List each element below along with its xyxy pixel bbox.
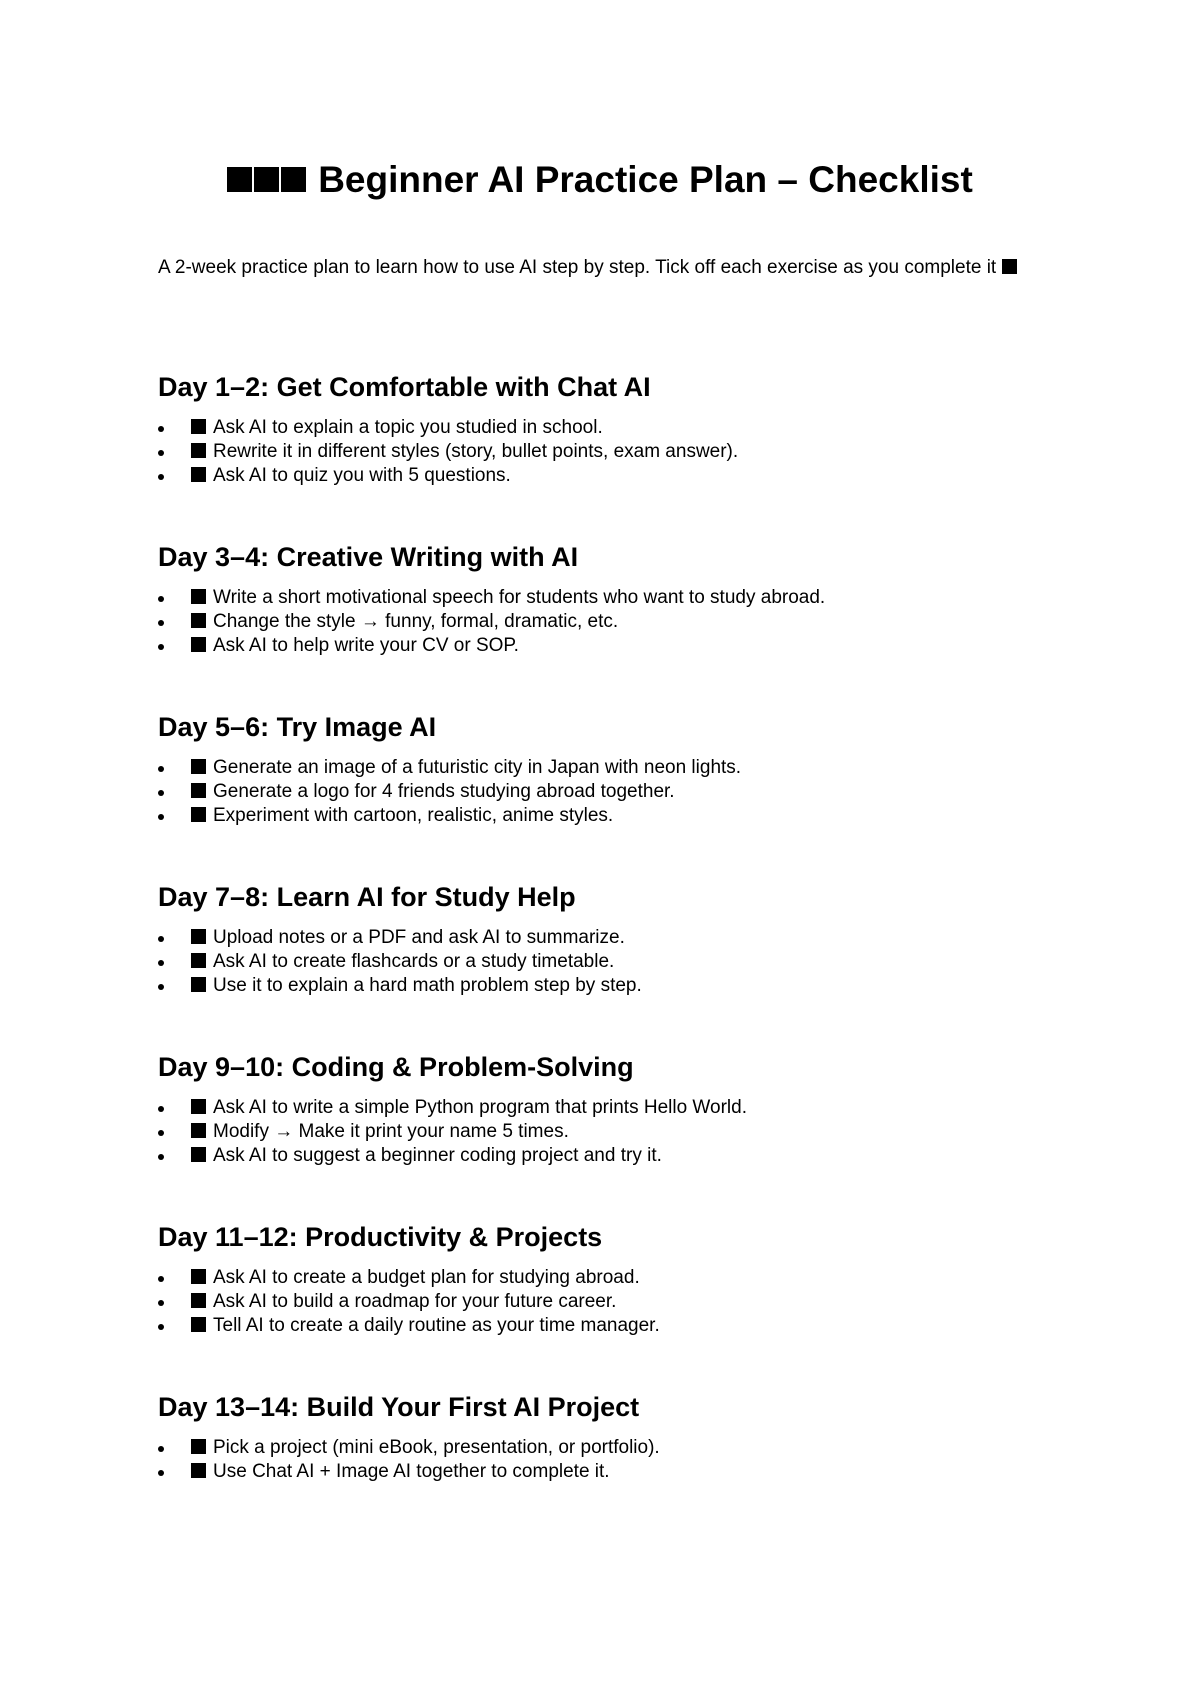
section-heading: Day 7–8: Learn AI for Study Help (158, 882, 576, 912)
bullet-icon (158, 450, 164, 456)
checklist-item (158, 1120, 1058, 1144)
checkbox-icon (191, 419, 206, 434)
title-box-glyphs (227, 159, 308, 200)
checkbox-icon (191, 977, 206, 992)
checklist-item (158, 416, 1058, 440)
document-title (0, 156, 1200, 204)
checklist-item (158, 926, 1058, 950)
box-glyph-icon (254, 167, 279, 192)
section-day-1-2 (158, 370, 1058, 488)
checklist-item (158, 440, 1058, 464)
section-day-7-8 (158, 880, 1058, 998)
bullet-icon (158, 620, 164, 626)
box-glyph-icon (1002, 259, 1017, 274)
section-day-5-6 (158, 710, 1058, 828)
checklist (158, 586, 1058, 658)
checkbox-icon (191, 613, 206, 628)
checklist (158, 756, 1058, 828)
checkbox-icon (191, 589, 206, 604)
intro-text: A 2-week practice plan to learn how to use AI step by step. Tick off each exercise as you complete it (158, 257, 997, 278)
checklist-item-text: Ask AI to create a budget plan for studying abroad. (213, 1267, 640, 1288)
bullet-icon (158, 766, 164, 772)
checklist-item (158, 1314, 1058, 1338)
checklist-item (158, 756, 1058, 780)
checklist-item-text: Use Chat AI + Image AI together to complete it. (213, 1461, 610, 1482)
checkbox-icon (191, 1439, 206, 1454)
section-heading: Day 1–2: Get Comfortable with Chat AI (158, 372, 651, 402)
checkbox-icon (191, 443, 206, 458)
checklist-item-text: Ask AI to quiz you with 5 questions. (213, 465, 511, 486)
checklist-item (158, 804, 1058, 828)
checklist-item-text: Use it to explain a hard math problem step by step. (213, 975, 642, 996)
checklist (158, 1266, 1058, 1338)
checklist (158, 416, 1058, 488)
bullet-icon (158, 426, 164, 432)
checklist-item-text: Tell AI to create a daily routine as your time manager. (213, 1315, 660, 1336)
checklist-item (158, 1096, 1058, 1120)
section-heading: Day 5–6: Try Image AI (158, 712, 437, 742)
checkbox-icon (191, 759, 206, 774)
checklist-item (158, 1144, 1058, 1168)
document-title-text: Beginner AI Practice Plan – Checklist (318, 159, 973, 200)
checklist-item (158, 1290, 1058, 1314)
bullet-icon (158, 1130, 164, 1136)
bullet-icon (158, 1276, 164, 1282)
checkbox-icon (191, 929, 206, 944)
checkbox-icon (191, 1123, 206, 1138)
checklist-item (158, 1436, 1058, 1460)
checklist-item (158, 610, 1058, 634)
box-glyph-icon (227, 167, 252, 192)
checklist-item-text: Write a short motivational speech for students who want to study abroad. (213, 587, 826, 608)
bullet-icon (158, 790, 164, 796)
checkbox-icon (191, 783, 206, 798)
intro-paragraph (158, 256, 1058, 280)
section-heading: Day 13–14: Build Your First AI Project (158, 1392, 640, 1422)
bullet-icon (158, 960, 164, 966)
section-day-13-14 (158, 1390, 1058, 1484)
checklist-item-text: Rewrite it in different styles (story, bullet points, exam answer). (213, 441, 739, 462)
section-day-11-12 (158, 1220, 1058, 1338)
checkbox-icon (191, 1293, 206, 1308)
bullet-icon (158, 1154, 164, 1160)
bullet-icon (158, 1324, 164, 1330)
checklist (158, 1096, 1058, 1168)
checklist-item-text: Experiment with cartoon, realistic, anime styles. (213, 805, 614, 826)
checklist-item-text: Generate a logo for 4 friends studying abroad together. (213, 781, 675, 802)
checklist-item (158, 780, 1058, 804)
box-glyph-icon (281, 167, 306, 192)
checklist (158, 926, 1058, 998)
bullet-icon (158, 1300, 164, 1306)
checkbox-icon (191, 1269, 206, 1284)
checkbox-icon (191, 1317, 206, 1332)
section-heading: Day 9–10: Coding & Problem-Solving (158, 1052, 634, 1082)
bullet-icon (158, 936, 164, 942)
bullet-icon (158, 644, 164, 650)
bullet-icon (158, 596, 164, 602)
section-heading: Day 11–12: Productivity & Projects (158, 1222, 603, 1252)
bullet-icon (158, 984, 164, 990)
checklist-item (158, 950, 1058, 974)
checkbox-icon (191, 637, 206, 652)
bullet-icon (158, 814, 164, 820)
checklist-item-text: Modify → Make it print your name 5 times. (213, 1121, 569, 1142)
bullet-icon (158, 1470, 164, 1476)
checklist-item-text: Ask AI to suggest a beginner coding project and try it. (213, 1145, 662, 1166)
bullet-icon (158, 1446, 164, 1452)
checklist-item-text: Ask AI to create flashcards or a study timetable. (213, 951, 615, 972)
checklist-item (158, 586, 1058, 610)
section-day-9-10 (158, 1050, 1058, 1168)
checklist-item (158, 464, 1058, 488)
checklist-item-text: Ask AI to build a roadmap for your future career. (213, 1291, 617, 1312)
checkbox-icon (191, 467, 206, 482)
checkbox-icon (191, 1463, 206, 1478)
checklist-item-text: Ask AI to help write your CV or SOP. (213, 635, 519, 656)
checkbox-icon (191, 1147, 206, 1162)
checkbox-icon (191, 807, 206, 822)
checklist-item-text: Generate an image of a futuristic city in Japan with neon lights. (213, 757, 742, 778)
checklist-item-text: Change the style → funny, formal, dramatic, etc. (213, 611, 619, 632)
checklist-item (158, 634, 1058, 658)
bullet-icon (158, 474, 164, 480)
checklist-item-text: Upload notes or a PDF and ask AI to summarize. (213, 927, 625, 948)
checkbox-icon (191, 1099, 206, 1114)
checkbox-icon (191, 953, 206, 968)
checklist-item-text: Ask AI to write a simple Python program that prints Hello World. (213, 1097, 747, 1118)
checklist-item (158, 974, 1058, 998)
checklist (158, 1436, 1058, 1484)
bullet-icon (158, 1106, 164, 1112)
checklist-item (158, 1266, 1058, 1290)
checklist-item-text: Ask AI to explain a topic you studied in school. (213, 417, 603, 438)
section-heading: Day 3–4: Creative Writing with AI (158, 542, 579, 572)
section-day-3-4 (158, 540, 1058, 658)
checklist-item (158, 1460, 1058, 1484)
checklist-item-text: Pick a project (mini eBook, presentation, or portfolio). (213, 1437, 660, 1458)
